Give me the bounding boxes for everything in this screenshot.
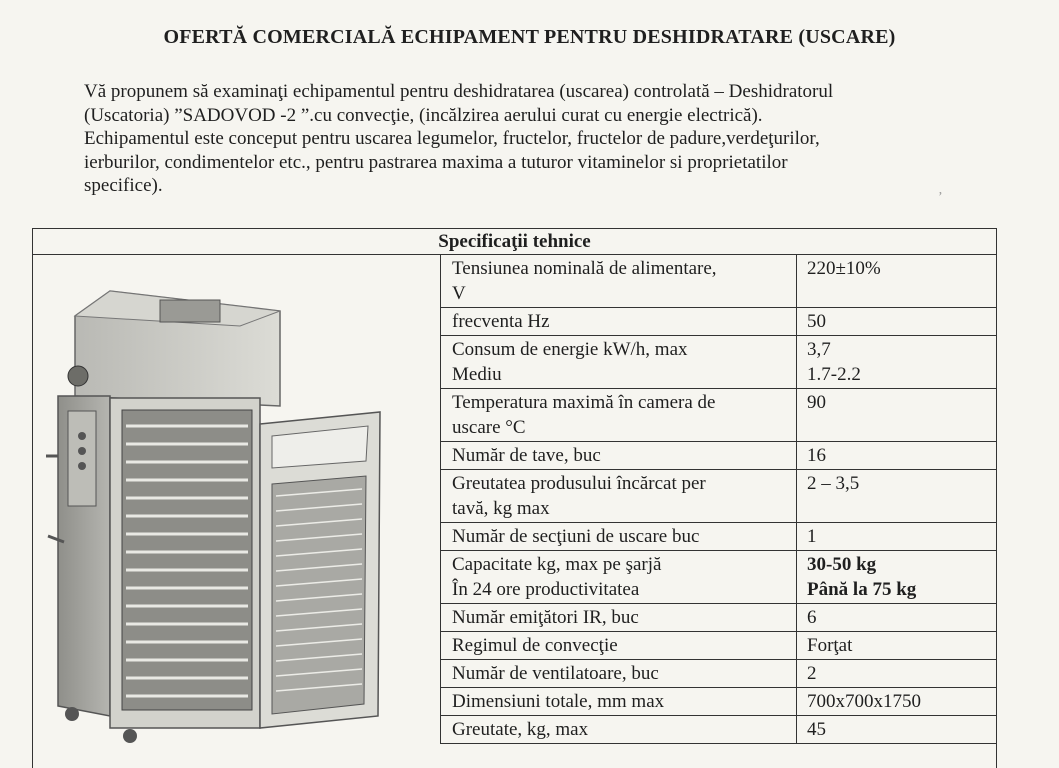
spec-param: Număr de tave, buc: [452, 445, 601, 466]
spec-table: [440, 254, 997, 744]
intro-line: Vă propunem să examinaţi echipamentul pentru deshidratarea (uscarea) controlată – Deshidratorul: [84, 81, 834, 102]
spec-param: Capacitate kg, max pe şarjă: [452, 554, 662, 575]
spec-row: [441, 470, 997, 523]
spec-param-cell: [441, 604, 797, 632]
spec-value: 2 – 3,5: [807, 473, 860, 494]
spec-param-cell: [441, 688, 797, 716]
intro-line: ierburilor, condimentelor etc., pentru pastrarea maxima a tuturor vitaminelor si proprietatilor: [84, 151, 788, 173]
spec-value: Forţat: [807, 635, 853, 656]
spec-value: 700x700x1750: [807, 691, 921, 712]
spec-value: 2: [807, 663, 817, 684]
spec-param: Mediu: [452, 364, 502, 385]
spec-value: 50: [807, 311, 826, 332]
spec-param-cell: [441, 523, 797, 551]
spec-param-cell: [441, 660, 797, 688]
spec-value: 45: [807, 719, 826, 740]
spec-value: 16: [807, 445, 826, 466]
spec-value-cell: [797, 308, 997, 336]
spec-value: 3,7: [807, 339, 831, 360]
spec-row: [441, 523, 997, 551]
spec-param: Greutate, kg, max: [452, 719, 589, 740]
spec-row: [441, 716, 997, 744]
spec-param: Număr de ventilatoare, buc: [452, 663, 659, 684]
spec-value-cell: [797, 604, 997, 632]
spec-row: [441, 660, 997, 688]
spec-param-cell: [441, 308, 797, 336]
spec-row: [441, 442, 997, 470]
spec-param: Număr de secţiuni de uscare buc: [452, 526, 700, 547]
spec-value-cell: [797, 470, 997, 523]
spec-param: tavă, kg max: [452, 498, 550, 519]
document-title: OFERTĂ COMERCIALĂ ECHIPAMENT PENTRU DESHIDRATARE (USCARE): [163, 26, 896, 48]
spec-param-cell: [441, 336, 797, 389]
intro-line: specifice).: [84, 175, 163, 196]
spec-row: [441, 389, 997, 442]
intro-paragraph: [84, 80, 1014, 198]
spec-value: Până la 75 kg: [807, 579, 917, 600]
spec-param-cell: [441, 442, 797, 470]
spec-value-cell: [797, 255, 997, 308]
spec-row: [441, 336, 997, 389]
spec-row: [441, 551, 997, 604]
spec-param-cell: [441, 551, 797, 604]
spec-value-cell: [797, 442, 997, 470]
spec-value: 30-50 kg: [807, 554, 877, 575]
spec-param: uscare °C: [452, 417, 526, 438]
spec-value: 1: [807, 526, 817, 547]
spec-param-cell: [441, 389, 797, 442]
spec-value-cell: [797, 551, 997, 604]
spec-param-cell: [441, 255, 797, 308]
spec-row: [441, 255, 997, 308]
spec-param: frecventa Hz: [452, 311, 550, 332]
spec-row: [441, 688, 997, 716]
spec-value-cell: [797, 716, 997, 744]
spec-row: [441, 308, 997, 336]
spec-value-cell: [797, 389, 997, 442]
spec-value-cell: [797, 688, 997, 716]
spec-value: 90: [807, 392, 826, 413]
spec-param: Consum de energie kW/h, max: [452, 339, 688, 360]
spec-param: Număr emiţători IR, buc: [452, 607, 639, 628]
spec-row: [441, 604, 997, 632]
intro-line: (Uscatoria) ”SADOVOD -2 ”.cu convecţie, (incălzirea aerului curat cu energie electrică).: [84, 104, 763, 126]
spec-param-cell: [441, 470, 797, 523]
intro-line: Echipamentul este conceput pentru uscarea legumelor, fructelor, fructelor de padure,verdeţurilor,: [84, 128, 820, 149]
spec-param: În 24 ore productivitatea: [452, 579, 640, 600]
spec-param-cell: [441, 716, 797, 744]
spec-value-cell: [797, 523, 997, 551]
spec-value-cell: [797, 632, 997, 660]
spec-param: Temperatura maximă în camera de: [452, 392, 716, 413]
spec-param: Tensiunea nominală de alimentare,: [452, 258, 717, 279]
spec-value: 220±10%: [807, 258, 881, 279]
spec-value: 1.7-2.2: [807, 364, 861, 385]
dehydrator-photo: [40, 286, 400, 751]
spec-param: Regimul de convecţie: [452, 635, 618, 656]
spec-value: 6: [807, 607, 817, 628]
spec-param: Greutatea produsului încărcat per: [452, 473, 706, 494]
spec-param: V: [452, 283, 466, 304]
spec-param-cell: [441, 632, 797, 660]
spec-value-cell: [797, 660, 997, 688]
spec-row: [441, 632, 997, 660]
spec-value-cell: [797, 336, 997, 389]
spec-table-header: Specificaţii tehnice: [32, 228, 997, 255]
spec-param: Dimensiuni totale, mm max: [452, 691, 665, 712]
